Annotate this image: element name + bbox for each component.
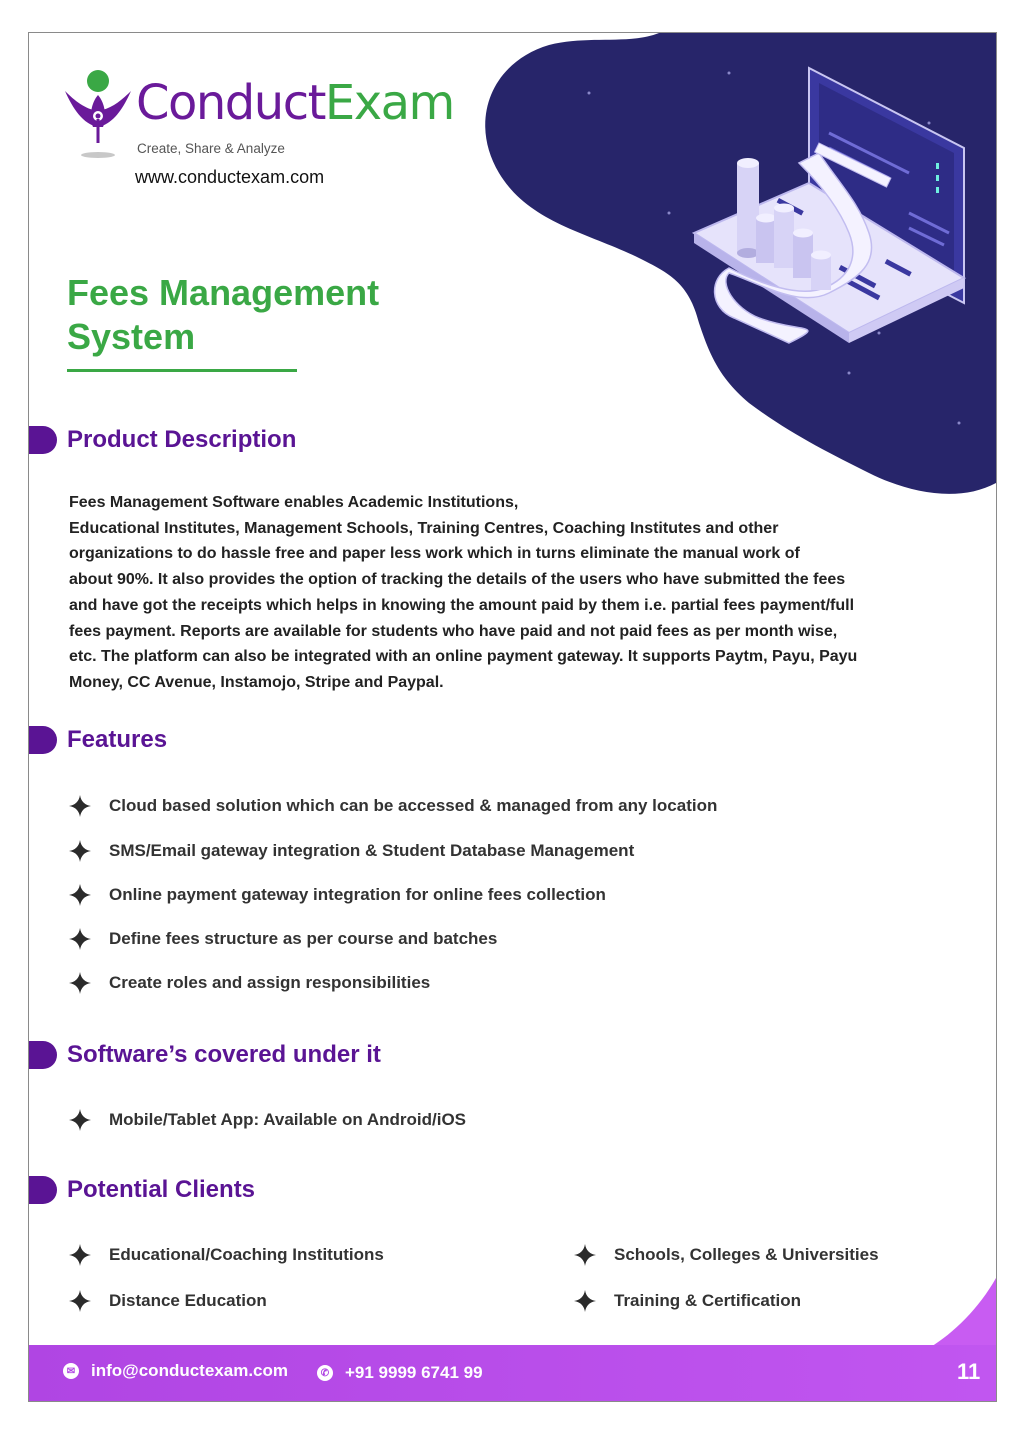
sparkle-bullet-icon — [69, 840, 91, 862]
page-title — [67, 271, 379, 359]
software-item-text: Mobile/Tablet App: Available on Android/iOS — [109, 1110, 467, 1129]
description-line: about 90%. It also provides the option of tracking the details of the users who have submitted the fees — [69, 571, 846, 589]
software-item — [69, 1109, 466, 1131]
client-item — [574, 1244, 879, 1266]
feature-item — [69, 972, 430, 994]
product-description-text — [69, 490, 969, 696]
section-heading-software: Software’s covered under it — [67, 1041, 381, 1068]
section-heading-features: Features — [67, 726, 168, 753]
description-line: Fees Management Software enables Academic Institutions, — [69, 494, 519, 511]
page-number: 11 — [957, 1359, 981, 1384]
footer-phone-text: +91 9999 6741 99 — [345, 1363, 483, 1382]
section-marker-description — [29, 426, 57, 454]
feature-item-text: Create roles and assign responsibilities — [109, 973, 431, 992]
footer-phone[interactable] — [317, 1363, 483, 1383]
page-title-line2: System — [67, 316, 196, 357]
description-line: etc. The platform can also be integrated with an online payment gateway. It supports Paytm, Payu, Payu — [69, 648, 858, 666]
feature-item-text: Define fees structure as per course and batches — [109, 929, 498, 948]
sparkle-bullet-icon — [574, 1244, 596, 1266]
brand-name-part2: Exam — [324, 75, 454, 131]
brand-tagline: Create, Share & Analyze — [137, 141, 285, 156]
page-title-line1: Fees Management — [67, 272, 380, 313]
sparkle-bullet-icon — [69, 972, 91, 994]
sparkle-bullet-icon — [69, 1109, 91, 1131]
feature-item — [69, 928, 497, 950]
description-line: and have got the receipts which helps in knowing the amount paid by them i.e. partial fees payment/full — [69, 596, 855, 614]
feature-item-text: SMS/Email gateway integration & Student Database Management — [109, 841, 635, 860]
sparkle-bullet-icon — [574, 1290, 596, 1312]
client-item — [574, 1290, 801, 1312]
sparkle-bullet-icon — [69, 884, 91, 906]
sparkle-bullet-icon — [69, 1244, 91, 1266]
brand-name — [136, 73, 454, 133]
section-heading-description: Product Description — [67, 426, 297, 453]
mail-icon: ✉ — [63, 1363, 79, 1379]
feature-item-text: Cloud based solution which can be accessed & managed from any location — [109, 796, 718, 815]
feature-item — [69, 795, 717, 817]
conductexam-logo-icon — [63, 69, 133, 164]
title-underline — [67, 369, 297, 372]
sparkle-bullet-icon — [69, 928, 91, 950]
footer-email-text: info@conductexam.com — [91, 1361, 288, 1380]
section-marker-clients — [29, 1176, 57, 1204]
description-line: organizations to do hassle free and paper less work which in turns eliminate the manual work of — [69, 545, 800, 563]
client-item-text: Training & Certification — [614, 1291, 802, 1310]
description-line: Educational Institutes, Management Schools, Training Centres, Coaching Institutes and other — [69, 519, 779, 537]
sparkle-bullet-icon — [69, 1290, 91, 1312]
client-item-text: Schools, Colleges & Universities — [614, 1245, 879, 1264]
feature-item — [69, 884, 606, 906]
description-line: fees payment. Reports are available for students who have paid and not paid fees as per month wise, — [69, 622, 838, 640]
feature-item — [69, 840, 634, 862]
section-heading-clients: Potential Clients — [67, 1176, 256, 1203]
client-item — [69, 1290, 267, 1312]
section-marker-software — [29, 1041, 57, 1069]
brochure-page — [28, 32, 997, 1402]
corner-accent-shape — [929, 1278, 996, 1348]
brand-url-link[interactable]: www.conductexam.com — [135, 167, 325, 187]
phone-icon: ✆ — [317, 1365, 333, 1381]
brand-name-part1: Conduct — [136, 75, 325, 131]
section-marker-features — [29, 726, 57, 754]
description-line: Money, CC Avenue, Instamojo, Stripe and Paypal. — [69, 673, 444, 691]
feature-item-text: Online payment gateway integration for online fees collection — [109, 885, 606, 904]
footer-email[interactable] — [63, 1361, 288, 1381]
sparkle-bullet-icon — [69, 795, 91, 817]
client-item-text: Educational/Coaching Institutions — [109, 1245, 384, 1264]
client-item — [69, 1244, 384, 1266]
client-item-text: Distance Education — [109, 1291, 267, 1310]
